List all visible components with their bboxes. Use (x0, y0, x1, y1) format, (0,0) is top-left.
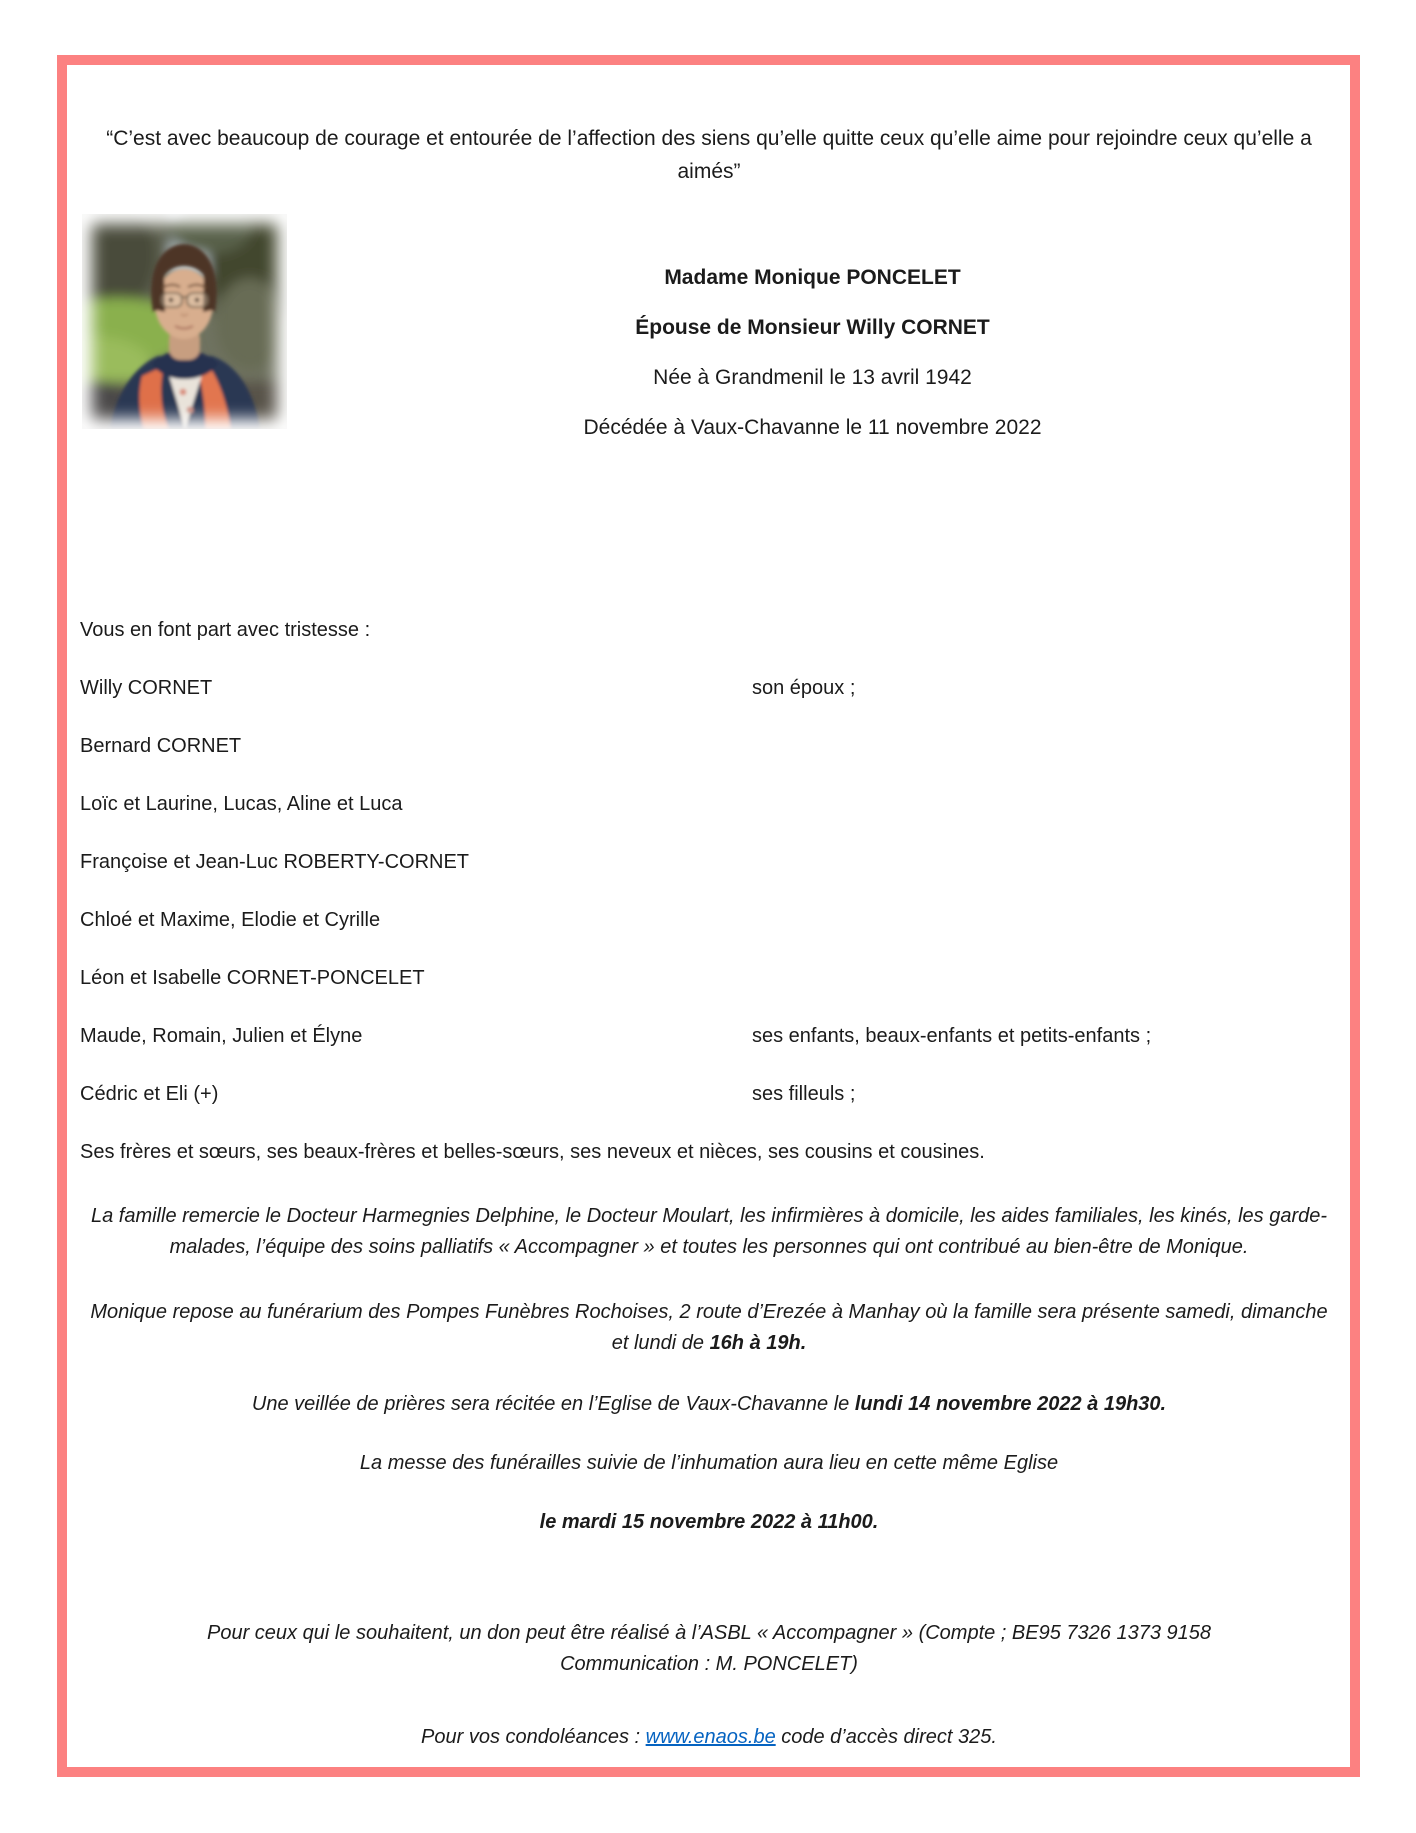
deceased-photo (82, 214, 287, 429)
family-relation-label (752, 908, 1338, 933)
condolences-prefix: Pour vos condoléances : (421, 1726, 646, 1748)
extended-family-line: Ses frères et sœurs, ses beaux-frères et belles-sœurs, ses neveux et nièces, ses cousins et cousines. (80, 1141, 985, 1163)
family-row (80, 676, 1338, 701)
family-relation-label (752, 734, 1338, 759)
family-member-names: Françoise et Jean-Luc ROBERTY-CORNET (80, 851, 470, 873)
family-relation-label: ses enfants, beaux-enfants et petits-enfants ; (752, 1025, 1152, 1047)
repose-text: Monique repose au funérarium des Pompes Funèbres Rochoises, 2 route d’Erezée à Manhay où la famille sera présente samedi, dimanche et lundi de (90, 1301, 1328, 1354)
deceased-name: Madame Monique PONCELET (664, 266, 961, 289)
deceased-death-line: Décédée à Vaux-Chavanne le 11 novembre 2022 (583, 416, 1042, 439)
family-relation-label (752, 792, 1338, 817)
portrait-image (82, 214, 287, 429)
family-member-names: Bernard CORNET (80, 735, 242, 757)
family-row (80, 1024, 1338, 1049)
deceased-block (287, 214, 1338, 466)
condolences-paragraph (80, 1722, 1338, 1753)
family-relation-label (752, 966, 1338, 991)
family-relation-label: ses filleuls ; (752, 1083, 856, 1105)
condolences-suffix: code d’accès direct 325. (775, 1726, 997, 1748)
family-member-names: Loïc et Laurine, Lucas, Aline et Luca (80, 793, 403, 815)
family-row (80, 908, 1338, 933)
donation-line-2: Communication : M. PONCELET) (560, 1653, 858, 1675)
thanks-paragraph: La famille remercie le Docteur Harmegnies Delphine, le Docteur Moulart, les infirmières à domicile, les aides familiales, les kinés, les garde-malades, l’équipe des soins palliatifs « Accompagner » et toutes les personnes qui ont contribué au bien-être de Monique. (90, 1205, 1328, 1258)
donation-line-1: Pour ceux qui le souhaitent, un don peut être réalisé à l’ASBL « Accompagner » (Compte ; BE95 7326 1373 9158 (207, 1622, 1211, 1644)
vigil-text: Une veillée de prières sera récitée en l’Eglise de Vaux-Chavanne le (251, 1393, 855, 1415)
family-member-names: Chloé et Maxime, Elodie et Cyrille (80, 909, 381, 931)
family-member-names: Léon et Isabelle CORNET-PONCELET (80, 967, 425, 989)
family-member-names: Cédric et Eli (+) (80, 1083, 219, 1105)
family-relation-label (752, 850, 1338, 875)
page-content (80, 0, 1338, 1753)
condolences-link[interactable]: www.enaos.be (645, 1726, 776, 1748)
mass-paragraph: La messe des funérailles suivie de l’inhumation aura lieu en cette même Eglise (359, 1452, 1059, 1474)
family-row (80, 734, 1338, 759)
family-member-names: Willy CORNET (80, 677, 213, 699)
vigil-datetime: lundi 14 novembre 2022 à 19h30. (854, 1393, 1167, 1415)
family-row (80, 792, 1338, 817)
repose-hours: 16h à 19h. (709, 1332, 807, 1354)
donation-paragraph (80, 1618, 1338, 1680)
memorial-quote: “C’est avec beaucoup de courage et entourée de l’affection des siens qu’elle quitte ceux qu’elle aime pour rejoindre ceux qu’elle a aimés” (106, 127, 1312, 183)
vigil-paragraph (80, 1389, 1338, 1420)
family-row (80, 966, 1338, 991)
deceased-spouse-line: Épouse de Monsieur Willy CORNET (635, 316, 990, 339)
family-relation-label: son époux ; (752, 677, 856, 699)
mass-datetime: le mardi 15 novembre 2022 à 11h00. (539, 1511, 879, 1533)
deceased-birth-line: Née à Grandmenil le 13 avril 1942 (653, 366, 972, 389)
repose-paragraph (80, 1297, 1338, 1359)
family-row (80, 850, 1338, 875)
header-row (80, 214, 1338, 466)
announcement-intro: Vous en font part avec tristesse : (80, 619, 371, 641)
family-member-names: Maude, Romain, Julien et Élyne (80, 1025, 363, 1047)
family-row (80, 1082, 1338, 1107)
